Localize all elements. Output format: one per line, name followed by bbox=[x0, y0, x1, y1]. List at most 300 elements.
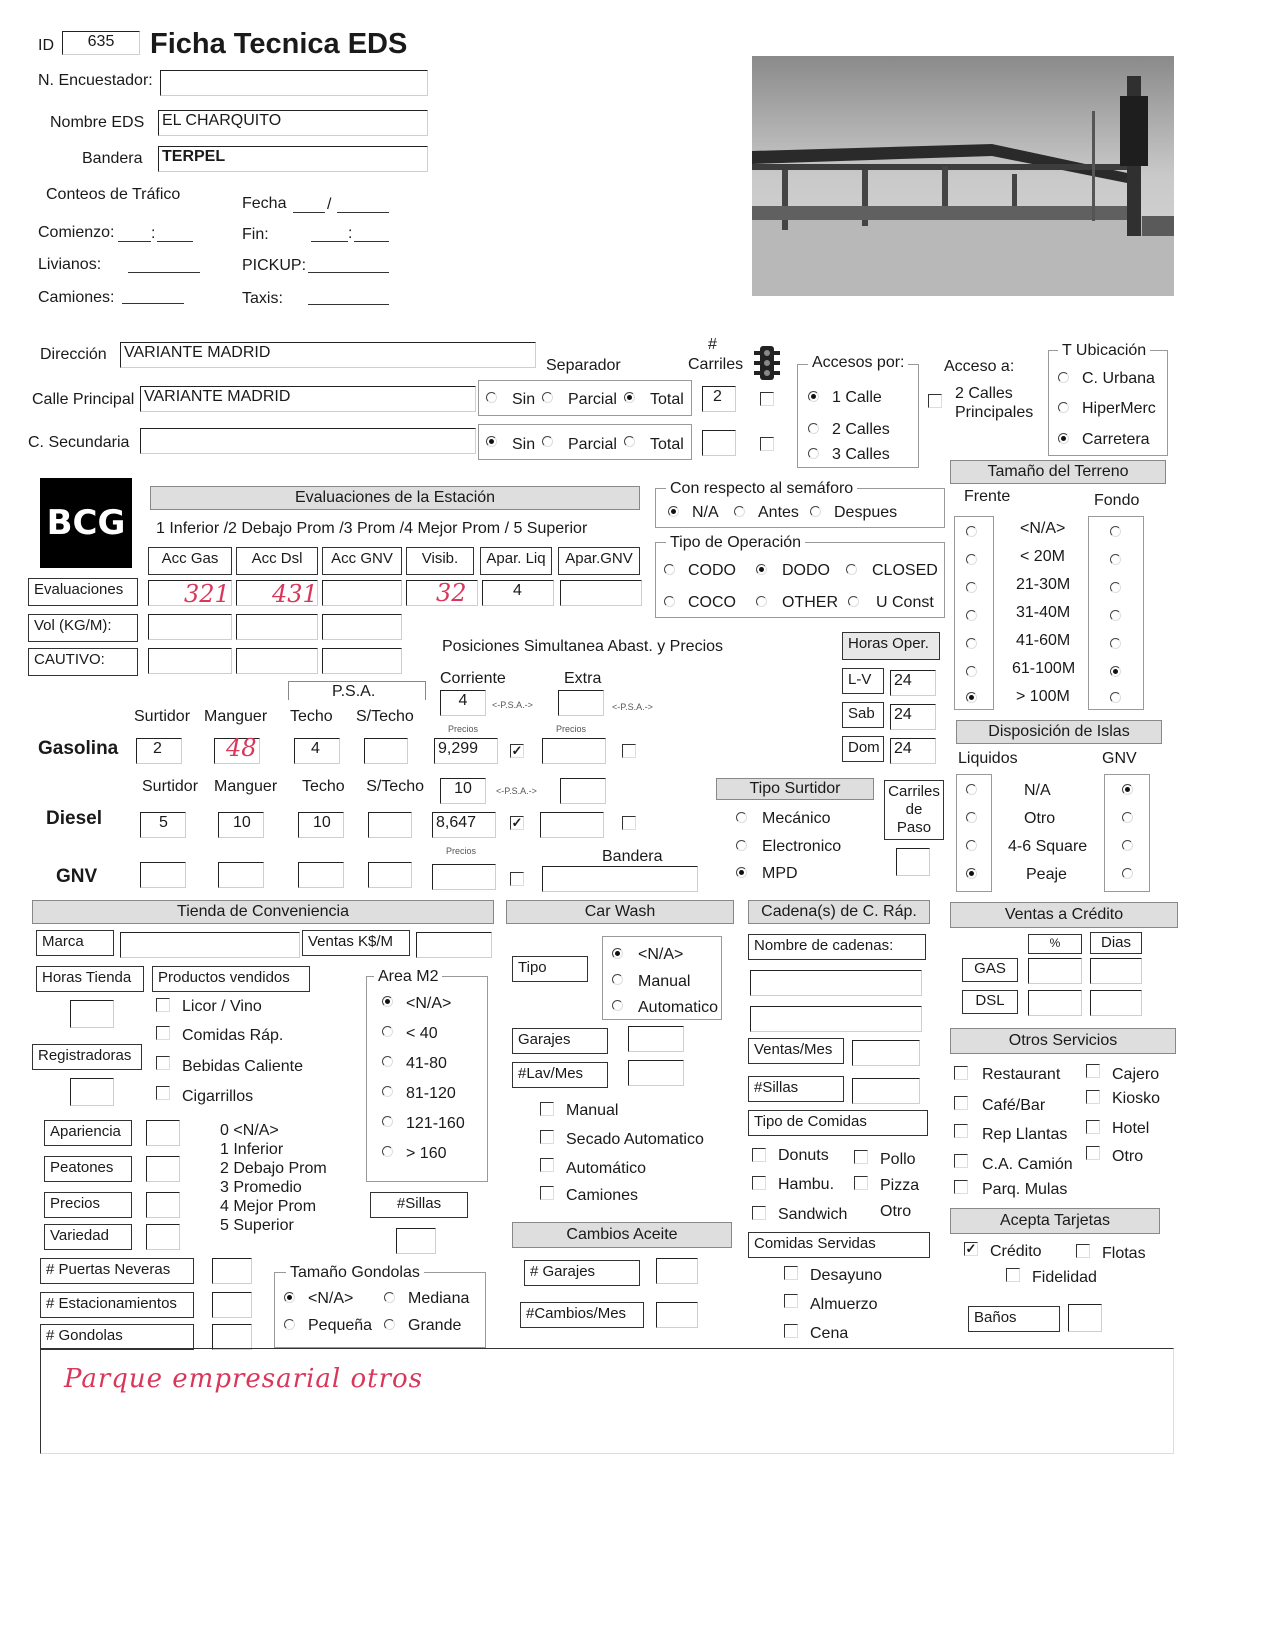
op-closed-radio[interactable] bbox=[846, 564, 857, 575]
cautivo-gas-field[interactable] bbox=[148, 648, 232, 674]
op-other-radio[interactable] bbox=[756, 596, 767, 607]
cambios-mes-field[interactable] bbox=[656, 1302, 698, 1328]
cigarrillos-label: Cigarrillos bbox=[182, 1088, 254, 1105]
gnv-stecho-field[interactable] bbox=[368, 862, 412, 888]
livianos-line[interactable] bbox=[128, 272, 200, 273]
surtidor-electronico-radio[interactable] bbox=[736, 840, 747, 851]
calle-principal-label: Calle Principal bbox=[32, 391, 135, 408]
gondola-pequena-radio[interactable] bbox=[284, 1319, 295, 1330]
semaforo-na-radio[interactable] bbox=[668, 506, 679, 517]
vol-gas-field[interactable] bbox=[148, 614, 232, 640]
gondola-pequena-label: Pequeña bbox=[308, 1317, 373, 1334]
cambios-garajes-field[interactable] bbox=[656, 1258, 698, 1284]
fondo-20-radio[interactable] bbox=[1110, 554, 1121, 565]
otro-servicio-label: Otro bbox=[1112, 1148, 1144, 1165]
diesel-extra-psa-field[interactable] bbox=[560, 778, 606, 804]
sep2-total-radio[interactable] bbox=[624, 436, 635, 447]
gnv-bandera-field[interactable] bbox=[542, 866, 698, 892]
op-codo-label: CODO bbox=[688, 562, 736, 579]
horas-lv-field[interactable]: 24 bbox=[890, 670, 936, 696]
tienda-sillas-label: #Sillas bbox=[370, 1192, 468, 1218]
sep1-total-radio[interactable] bbox=[624, 392, 635, 403]
horas-sab-label: Sab bbox=[842, 702, 884, 728]
col-apar-liq: Apar. Liq bbox=[480, 547, 552, 575]
dsl-precio-corriente-field[interactable]: 8,647 bbox=[432, 812, 496, 838]
comidas-servidas-label: Comidas Servidas bbox=[748, 1232, 930, 1258]
credito-dsl-dias-field[interactable] bbox=[1090, 990, 1142, 1016]
cw-secado-check[interactable] bbox=[540, 1130, 554, 1144]
fondo-40-radio[interactable] bbox=[1110, 610, 1121, 621]
ca-camion-label: C.A. Camión bbox=[982, 1156, 1073, 1173]
pizza-check[interactable] bbox=[854, 1176, 868, 1190]
gnv-manguer-field[interactable] bbox=[218, 862, 264, 888]
terreno-opt-100: 61-100M bbox=[1012, 660, 1076, 677]
parq-mulas-label: Parq. Mulas bbox=[982, 1181, 1068, 1198]
row-cautivo-label: CAUTIVO: bbox=[28, 648, 138, 676]
carwash-manual-radio[interactable] bbox=[612, 974, 623, 985]
carwash-auto-radio[interactable] bbox=[612, 1000, 623, 1011]
hotel-label: Hotel bbox=[1112, 1120, 1150, 1137]
area-40-label: < 40 bbox=[406, 1025, 438, 1042]
ubicacion-hipermerc-label: HiperMerc bbox=[1082, 400, 1156, 417]
comidas-check[interactable] bbox=[156, 1026, 170, 1040]
restaurant-check[interactable] bbox=[954, 1066, 968, 1080]
pollo-check[interactable] bbox=[854, 1150, 868, 1164]
terreno-opt-30: 21-30M bbox=[1016, 576, 1071, 593]
hambu-check[interactable] bbox=[752, 1176, 766, 1190]
credito-gas-label: GAS bbox=[962, 958, 1018, 982]
eval-acc-dsl-hand: 431 bbox=[272, 580, 318, 608]
dsl-precio-extra-check[interactable] bbox=[622, 816, 636, 830]
frente-na-radio[interactable] bbox=[966, 526, 977, 537]
scale-0: 0 <N/A> bbox=[220, 1122, 279, 1139]
islas-liq-peaje-radio[interactable] bbox=[966, 868, 977, 879]
carriles-secundaria-field[interactable] bbox=[702, 430, 736, 456]
calle-principal-field[interactable]: VARIANTE MADRID bbox=[140, 386, 476, 412]
cadenas-ventas-field[interactable] bbox=[852, 1040, 920, 1066]
hotel-check[interactable] bbox=[1086, 1120, 1100, 1134]
camiones-line[interactable] bbox=[122, 303, 184, 304]
fondo-100-radio[interactable] bbox=[1110, 666, 1121, 677]
cw-secado-label: Secado Automatico bbox=[566, 1131, 704, 1148]
islas-liquidos-label: Liquidos bbox=[958, 750, 1018, 767]
lav-mes-label: #Lav/Mes bbox=[512, 1062, 608, 1088]
op-coco-radio[interactable] bbox=[664, 596, 675, 607]
productos-label: Productos vendidos bbox=[152, 966, 310, 992]
op-closed-label: CLOSED bbox=[872, 562, 938, 579]
semaforo-antes-radio[interactable] bbox=[734, 506, 745, 517]
pickup-line[interactable] bbox=[308, 272, 389, 273]
islas-liq-square-radio[interactable] bbox=[966, 840, 977, 851]
licor-label: Licor / Vino bbox=[182, 998, 262, 1015]
row-vol-label: Vol (KG/M): bbox=[28, 614, 138, 642]
frente-60-radio[interactable] bbox=[966, 638, 977, 649]
semaforo-na-label: N/A bbox=[692, 504, 719, 521]
gondola-na-label: <N/A> bbox=[308, 1290, 354, 1307]
credito-gas-pct-field[interactable] bbox=[1028, 958, 1082, 984]
op-uconst-radio[interactable] bbox=[848, 596, 859, 607]
frente-100-radio[interactable] bbox=[966, 666, 977, 677]
carriles-label: Carriles bbox=[688, 356, 744, 373]
estacionamientos-label: # Estacionamientos bbox=[40, 1292, 194, 1318]
fondo-100plus-radio[interactable] bbox=[1110, 692, 1121, 703]
horas-header: Horas Oper. bbox=[842, 632, 940, 660]
variedad-field[interactable] bbox=[146, 1224, 180, 1250]
fin-colon: : bbox=[348, 225, 353, 242]
horas-dom-field[interactable]: 24 bbox=[890, 738, 936, 764]
gondolas-count-field[interactable] bbox=[212, 1324, 252, 1350]
cautivo-gnv-field[interactable] bbox=[322, 648, 402, 674]
accesos-2calles-radio[interactable] bbox=[808, 423, 819, 434]
pickup-label: PICKUP: bbox=[242, 257, 307, 274]
gondola-grande-radio[interactable] bbox=[384, 1319, 395, 1330]
psa-label: P.S.A. bbox=[332, 683, 376, 700]
area-160plus-radio[interactable] bbox=[382, 1146, 393, 1157]
fin-label: Fin: bbox=[242, 226, 269, 243]
acceso-2calles-check[interactable] bbox=[928, 394, 942, 408]
gondolas-title: Tamaño Gondolas bbox=[286, 1264, 424, 1282]
dsl-techo-header: Techo bbox=[302, 778, 345, 795]
gas-precio-extra-field[interactable] bbox=[542, 738, 606, 764]
carwash-na-radio[interactable] bbox=[612, 948, 623, 959]
col-acc-gnv: Acc GNV bbox=[322, 547, 402, 575]
puertas-label: # Puertas Neveras bbox=[40, 1258, 194, 1284]
ventas-ks-label: Ventas K$/M bbox=[302, 930, 410, 956]
eval-apar-liq-field[interactable]: 4 bbox=[482, 580, 554, 606]
apariencia-field[interactable] bbox=[146, 1120, 180, 1146]
gnv-surtidor-field[interactable] bbox=[140, 862, 186, 888]
vol-gnv-field[interactable] bbox=[322, 614, 402, 640]
pollo-label: Pollo bbox=[880, 1151, 916, 1168]
gas-techo-header: Techo bbox=[290, 708, 333, 725]
licor-check[interactable] bbox=[156, 998, 170, 1012]
gondolas-group bbox=[274, 1272, 486, 1348]
fondo-na-radio[interactable] bbox=[1110, 526, 1121, 537]
marca-label: Marca bbox=[36, 930, 114, 956]
direccion-field[interactable]: VARIANTE MADRID bbox=[120, 342, 536, 368]
fin-min-line[interactable] bbox=[354, 241, 389, 242]
variedad-label: Variedad bbox=[44, 1224, 132, 1250]
evaluaciones-header: Evaluaciones de la Estación bbox=[150, 486, 640, 510]
gas-surtidor-field[interactable]: 2 bbox=[136, 738, 182, 764]
marca-field[interactable] bbox=[120, 932, 300, 958]
almuerzo-label: Almuerzo bbox=[810, 1296, 878, 1313]
encuestador-label: N. Encuestador: bbox=[38, 72, 153, 89]
islas-liq-otro-radio[interactable] bbox=[966, 812, 977, 823]
semaforo-secundaria-check[interactable] bbox=[760, 437, 774, 451]
dsl-stecho-header: S/Techo bbox=[366, 778, 424, 795]
horas-sab-field[interactable]: 24 bbox=[890, 704, 936, 730]
desayuno-label: Desayuno bbox=[810, 1267, 883, 1284]
corriente-psa-field[interactable]: 4 bbox=[440, 690, 486, 716]
fecha-day-line[interactable] bbox=[293, 212, 325, 213]
area-40-radio[interactable] bbox=[382, 1026, 393, 1037]
col-apar-gnv: Apar.GNV bbox=[558, 547, 640, 575]
dsl-stecho-field[interactable] bbox=[368, 812, 412, 838]
horas-tienda-field[interactable] bbox=[70, 1000, 114, 1028]
semaforo-principal-check[interactable] bbox=[760, 392, 774, 406]
puertas-field[interactable] bbox=[212, 1258, 252, 1284]
carwash-manual-label: Manual bbox=[638, 973, 691, 990]
gas-precio-corriente-check[interactable]: ✓ bbox=[511, 743, 523, 758]
carwash-header: Car Wash bbox=[506, 900, 734, 924]
station-photo bbox=[752, 56, 1174, 296]
cambios-mes-label: #Cambios/Mes bbox=[520, 1302, 644, 1328]
carriles-paso-label: Carriles de Paso bbox=[884, 780, 944, 840]
camiones-label: Camiones: bbox=[38, 289, 115, 306]
lav-mes-field[interactable] bbox=[628, 1060, 684, 1086]
precios-field[interactable] bbox=[146, 1192, 180, 1218]
cambios-header: Cambios Aceite bbox=[512, 1222, 732, 1248]
fin-hour-line[interactable] bbox=[311, 241, 348, 242]
desayuno-check[interactable] bbox=[784, 1266, 798, 1280]
op-codo-radio[interactable] bbox=[664, 564, 675, 575]
accesos-1calle-label: 1 Calle bbox=[832, 389, 882, 406]
fecha-month-line[interactable] bbox=[337, 212, 389, 213]
separador-label: Separador bbox=[546, 357, 621, 374]
scale-5: 5 Superior bbox=[220, 1217, 294, 1234]
cigarrillos-check[interactable] bbox=[156, 1086, 170, 1100]
surtidor-mecanico-radio[interactable] bbox=[736, 812, 747, 823]
area-120-radio[interactable] bbox=[382, 1086, 393, 1097]
cambios-garajes-label: # Garajes bbox=[524, 1260, 640, 1286]
fondo-60-radio[interactable] bbox=[1110, 638, 1121, 649]
islas-opt-otro: Otro bbox=[1024, 810, 1056, 827]
comienzo-min-line[interactable] bbox=[157, 241, 193, 242]
comienzo-hour-line[interactable] bbox=[118, 241, 151, 242]
apariencia-label: Apariencia bbox=[44, 1120, 132, 1146]
id-field[interactable]: 635 bbox=[62, 31, 140, 55]
donuts-check[interactable] bbox=[752, 1148, 766, 1162]
cw-manual-check[interactable] bbox=[540, 1102, 554, 1116]
gondola-mediana-label: Mediana bbox=[408, 1290, 470, 1307]
sep1-total-label: Total bbox=[650, 391, 684, 408]
dsl-surtidor-header: Surtidor bbox=[142, 778, 199, 795]
ventas-ks-field[interactable] bbox=[416, 932, 492, 958]
frente-40-radio[interactable] bbox=[966, 610, 977, 621]
cadenas-sillas-field[interactable] bbox=[852, 1078, 920, 1104]
semaforo-despues-radio[interactable] bbox=[810, 506, 821, 517]
extra-psa-field[interactable] bbox=[558, 690, 604, 716]
cautivo-dsl-field[interactable] bbox=[236, 648, 318, 674]
scale-4: 4 Mejor Prom bbox=[220, 1198, 317, 1215]
dsl-manguer-field[interactable]: 10 bbox=[218, 812, 264, 838]
islas-liq-na-radio[interactable] bbox=[966, 784, 977, 795]
credito-dsl-pct-field[interactable] bbox=[1028, 990, 1082, 1016]
op-uconst-label: U Const bbox=[876, 594, 934, 611]
gas-manguer-header: Manguer bbox=[204, 708, 268, 725]
carwash-tipo-label: Tipo bbox=[512, 956, 588, 982]
accesos-2calles-label: 2 Calles bbox=[832, 421, 890, 438]
cena-check[interactable] bbox=[784, 1324, 798, 1338]
dsl-surtidor-field[interactable]: 5 bbox=[140, 812, 186, 838]
cafe-label: Café/Bar bbox=[982, 1097, 1046, 1114]
gnv-precios-label: Precios bbox=[446, 846, 477, 856]
gas-precio-extra-check[interactable] bbox=[622, 744, 636, 758]
surtidor-mecanico-label: Mecánico bbox=[762, 810, 831, 827]
islas-gnv-otro-radio[interactable] bbox=[1122, 812, 1133, 823]
cajero-check[interactable] bbox=[1086, 1064, 1100, 1078]
gasolina-label: Gasolina bbox=[38, 738, 119, 759]
islas-gnv-square-radio[interactable] bbox=[1122, 840, 1133, 851]
bandera-field[interactable]: TERPEL bbox=[158, 146, 428, 172]
sep1-parcial-radio[interactable] bbox=[542, 392, 553, 403]
peatones-field[interactable] bbox=[146, 1156, 180, 1182]
sep2-parcial-label: Parcial bbox=[568, 436, 617, 453]
gondolas-count-label: # Gondolas bbox=[40, 1324, 194, 1350]
eval-acc-gas-hand: 321 bbox=[184, 580, 230, 608]
diesel-label: Diesel bbox=[46, 808, 102, 829]
cadenas-ventas-label: Ventas/Mes bbox=[748, 1038, 844, 1064]
notes-handwritten: Parque empresarial otros bbox=[64, 1364, 423, 1394]
vol-dsl-field[interactable] bbox=[236, 614, 318, 640]
sep1-sin-label: Sin bbox=[512, 391, 536, 408]
estacionamientos-field[interactable] bbox=[212, 1292, 252, 1318]
cadenas-nombre-field-2[interactable] bbox=[750, 1006, 922, 1032]
gondola-mediana-radio[interactable] bbox=[384, 1292, 395, 1303]
fondo-30-radio[interactable] bbox=[1110, 582, 1121, 593]
scale-1: 1 Inferior bbox=[220, 1141, 284, 1158]
fidelidad-check[interactable] bbox=[1006, 1268, 1020, 1282]
restaurant-label: Restaurant bbox=[982, 1066, 1061, 1083]
carwash-auto-label: Automatico bbox=[638, 999, 719, 1016]
area-na-label: <N/A> bbox=[406, 995, 452, 1012]
credito-pct-label: % bbox=[1028, 934, 1082, 954]
ubicacion-urbana-radio[interactable] bbox=[1058, 372, 1069, 383]
eval-visib-hand: 32 bbox=[436, 579, 467, 607]
area-80-label: 41-80 bbox=[406, 1055, 447, 1072]
comienzo-colon: : bbox=[151, 225, 156, 242]
taxis-line[interactable] bbox=[308, 304, 389, 305]
islas-opt-na: N/A bbox=[1024, 782, 1051, 799]
garajes-field[interactable] bbox=[628, 1026, 684, 1052]
islas-opt-square: 4-6 Square bbox=[1008, 838, 1088, 855]
registradoras-field[interactable] bbox=[70, 1078, 114, 1106]
dsl-precio-extra-field[interactable] bbox=[540, 812, 604, 838]
ubicacion-carretera-label: Carretera bbox=[1082, 431, 1150, 448]
surtidor-mpd-label: MPD bbox=[762, 865, 798, 882]
gnv-techo-field[interactable] bbox=[298, 862, 344, 888]
traffic-light-icon bbox=[752, 344, 782, 382]
gnv-label: GNV bbox=[56, 866, 98, 887]
ubicacion-hipermerc-radio[interactable] bbox=[1058, 402, 1069, 413]
livianos-label: Livianos: bbox=[38, 256, 102, 273]
op-coco-label: COCO bbox=[688, 594, 736, 611]
islas-header: Disposición de Islas bbox=[956, 720, 1162, 744]
area-na-radio[interactable] bbox=[382, 996, 393, 1007]
flotas-check[interactable] bbox=[1076, 1244, 1090, 1258]
operacion-title: Tipo de Operación bbox=[666, 534, 805, 552]
frente-20-radio[interactable] bbox=[966, 554, 977, 565]
sep2-parcial-radio[interactable] bbox=[542, 436, 553, 447]
area-80-radio[interactable] bbox=[382, 1056, 393, 1067]
acceso-a-label: Acceso a: bbox=[944, 358, 1015, 375]
otro-servicio-check[interactable] bbox=[1086, 1146, 1100, 1160]
encuestador-field[interactable] bbox=[160, 70, 428, 96]
terreno-frente-label: Frente bbox=[964, 488, 1011, 505]
fecha-label: Fecha bbox=[242, 195, 287, 212]
diesel-psa-field[interactable]: 10 bbox=[440, 778, 486, 804]
cw-camiones-label: Camiones bbox=[566, 1187, 639, 1204]
banos-field[interactable] bbox=[1068, 1304, 1102, 1332]
col-acc-gas: Acc Gas bbox=[148, 547, 232, 575]
kiosko-check[interactable] bbox=[1086, 1090, 1100, 1104]
ubicacion-carretera-radio[interactable] bbox=[1058, 433, 1069, 444]
almuerzo-check[interactable] bbox=[784, 1294, 798, 1308]
eval-acc-gnv-field[interactable] bbox=[322, 580, 402, 606]
dsl-precio-corriente-check[interactable]: ✓ bbox=[511, 815, 523, 830]
terreno-header: Tamaño del Terreno bbox=[950, 460, 1166, 484]
sep2-sin-radio[interactable] bbox=[486, 436, 497, 447]
gondola-na-radio[interactable] bbox=[284, 1292, 295, 1303]
parq-mulas-check[interactable] bbox=[954, 1180, 968, 1194]
gnv-precio-check[interactable] bbox=[510, 872, 524, 886]
surtidor-mpd-radio[interactable] bbox=[736, 867, 747, 878]
tienda-sillas-field[interactable] bbox=[396, 1228, 436, 1254]
accesos-1calle-radio[interactable] bbox=[808, 391, 819, 402]
nombre-field[interactable]: EL CHARQUITO bbox=[158, 110, 428, 136]
carriles-paso-field[interactable] bbox=[896, 848, 930, 876]
op-dodo-label: DODO bbox=[782, 562, 830, 579]
terreno-opt-60: 41-60M bbox=[1016, 632, 1071, 649]
gas-techo-field[interactable]: 4 bbox=[294, 738, 340, 764]
hambu-label: Hambu. bbox=[778, 1176, 835, 1193]
cw-automatico-check[interactable] bbox=[540, 1158, 554, 1172]
cw-camiones-check[interactable] bbox=[540, 1186, 554, 1200]
sandwich-check[interactable] bbox=[752, 1206, 766, 1220]
traffic-title: Conteos de Tráfico bbox=[46, 186, 181, 203]
sep1-sin-radio[interactable] bbox=[486, 392, 497, 403]
cafe-check[interactable] bbox=[954, 1096, 968, 1110]
eval-apar-gnv-field[interactable] bbox=[560, 580, 642, 606]
area-160-radio[interactable] bbox=[382, 1116, 393, 1127]
area-160plus-label: > 160 bbox=[406, 1145, 447, 1162]
dsl-techo-field[interactable]: 10 bbox=[298, 812, 344, 838]
bebidas-check[interactable] bbox=[156, 1056, 170, 1070]
cw-manual-label: Manual bbox=[566, 1102, 619, 1119]
ubicacion-urbana-label: C. Urbana bbox=[1082, 370, 1155, 387]
gnv-bandera-label: Bandera bbox=[602, 848, 663, 865]
cajero-label: Cajero bbox=[1112, 1066, 1160, 1083]
gas-precios-corriente-label: Precios bbox=[448, 724, 479, 734]
calle-secundaria-label: C. Secundaria bbox=[28, 434, 130, 451]
surtidor-electronico-label: Electronico bbox=[762, 838, 842, 855]
ca-camion-check[interactable] bbox=[954, 1154, 968, 1168]
cadenas-nombre-label: Nombre de cadenas: bbox=[748, 934, 926, 960]
accesos-3calles-radio[interactable] bbox=[808, 448, 819, 459]
carriles-principal-field[interactable]: 2 bbox=[702, 386, 736, 412]
garajes-label: Garajes bbox=[512, 1028, 608, 1054]
gas-precio-corriente-field[interactable]: 9,299 bbox=[434, 738, 498, 764]
credito-gas-dias-field[interactable] bbox=[1090, 958, 1142, 984]
credito-header: Ventas a Crédito bbox=[950, 902, 1178, 928]
frente-100plus-radio[interactable] bbox=[966, 692, 977, 703]
credito-card-check[interactable]: ✓ bbox=[965, 1241, 977, 1256]
frente-30-radio[interactable] bbox=[966, 582, 977, 593]
gnv-precio-field[interactable] bbox=[432, 864, 496, 890]
gas-stecho-field[interactable] bbox=[364, 738, 408, 764]
islas-gnv-peaje-radio[interactable] bbox=[1122, 868, 1133, 879]
islas-gnv-na-radio[interactable] bbox=[1122, 784, 1133, 795]
extra-label: Extra bbox=[564, 670, 602, 687]
evaluaciones-scale: 1 Inferior /2 Debajo Prom /3 Prom /4 Mejor Prom / 5 Superior bbox=[156, 520, 588, 537]
precios-label: Precios bbox=[44, 1192, 132, 1218]
rep-llantas-check[interactable] bbox=[954, 1124, 968, 1138]
cadenas-nombre-field-1[interactable] bbox=[750, 970, 922, 996]
comienzo-label: Comienzo: bbox=[38, 224, 115, 241]
calle-secundaria-field[interactable] bbox=[140, 428, 476, 454]
op-dodo-radio[interactable] bbox=[756, 564, 767, 575]
